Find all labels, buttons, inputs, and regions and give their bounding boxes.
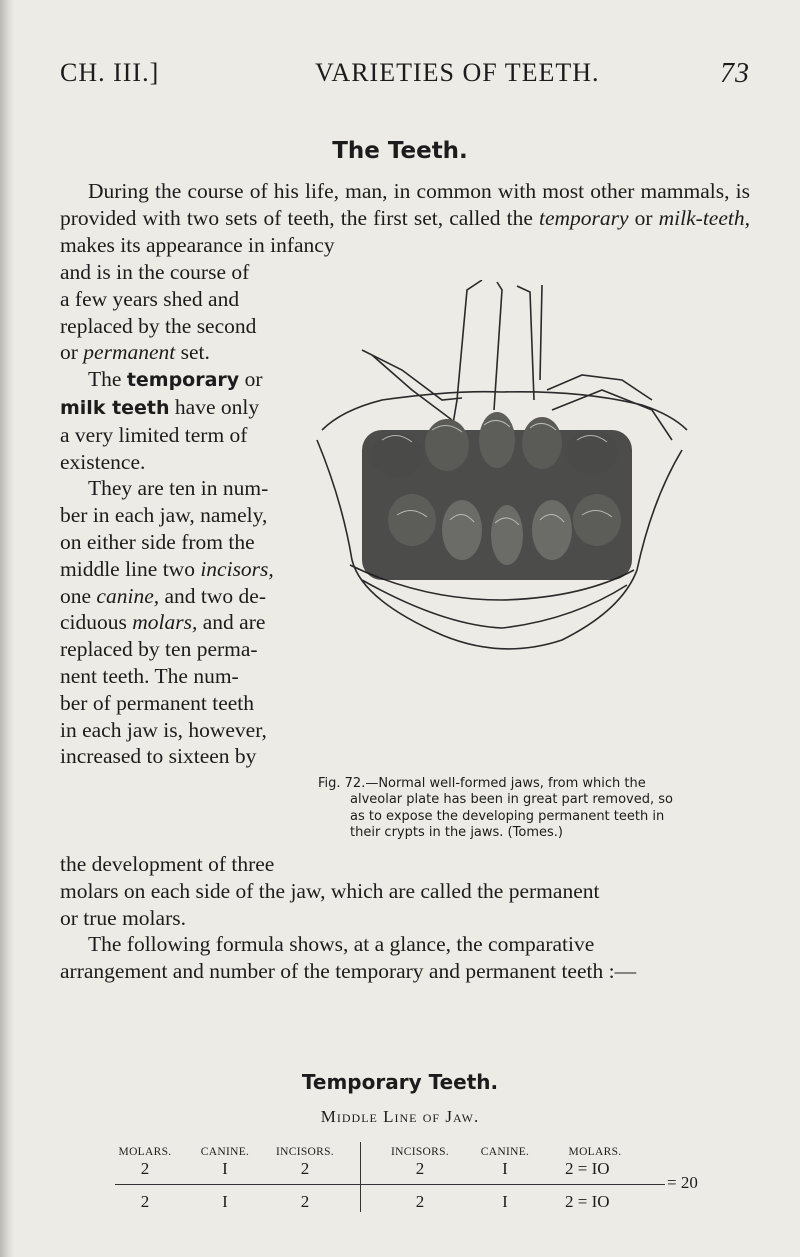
running-title: VARIETIES OF TEETH. bbox=[315, 58, 600, 87]
temp-fraction-rule bbox=[115, 1184, 665, 1185]
temp-lower-value: 2 bbox=[140, 1192, 150, 1211]
temp-upper-molars-sum: 2 = IO bbox=[565, 1159, 610, 1178]
temp-upper-value: 2 bbox=[140, 1159, 150, 1178]
paragraph-intro: During the course of his life, man, in common with most other mammals, is provided with two sets of teeth, the first set, called the temporary or milk-teeth, makes its appearance in infancy bbox=[60, 179, 750, 257]
jaw-illustration bbox=[302, 280, 692, 660]
temp-lower-value: I bbox=[222, 1192, 228, 1211]
section-title: The Teeth. bbox=[332, 138, 468, 164]
bold-milk-teeth: milk teeth bbox=[60, 396, 170, 419]
temp-lower-value: I bbox=[502, 1192, 508, 1211]
temporary-teeth-title: Temporary Teeth. bbox=[301, 1070, 499, 1094]
temp-col-canine-left: CANINE. bbox=[200, 1146, 250, 1158]
temp-col-molars-right: MOLARS. bbox=[568, 1146, 622, 1158]
chapter-label: CH. III.] bbox=[60, 58, 160, 87]
temp-col-molars-left: MOLARS. bbox=[118, 1146, 172, 1158]
bold-temporary: temporary bbox=[126, 369, 240, 392]
temp-col-incisors-left: INCISORS. bbox=[276, 1146, 334, 1158]
temp-lower-value: 2 bbox=[300, 1192, 310, 1211]
temp-upper-value: 2 bbox=[300, 1159, 310, 1178]
temp-total: = 20 bbox=[667, 1173, 698, 1192]
page-binding-shadow bbox=[0, 0, 14, 1257]
term-temporary: temporary bbox=[538, 205, 629, 230]
temp-upper-value: I bbox=[222, 1159, 228, 1178]
temp-upper-value: I bbox=[502, 1159, 508, 1178]
wrapped-text-column: and is in the course of a few years shed and replaced by the second or permanent set. The temporary or milk teeth have only a very limited term of existence. They are ten in num- ber in each jaw, namely, on either side from the middle line two incisors, one canine, and two de- ciduous molars, and are replaced by ten perma- nent teeth. The num- ber of permanent teeth in each jaw is, however, increased to sixteen by bbox=[60, 260, 274, 769]
term-permanent: permanent bbox=[83, 340, 176, 365]
temp-middle-line-divider bbox=[360, 1142, 361, 1212]
page-number: 73 bbox=[720, 58, 750, 89]
temporary-middle-line-label: Middle Line of Jaw. bbox=[320, 1107, 480, 1126]
temp-upper-value: 2 bbox=[415, 1159, 425, 1178]
running-header bbox=[60, 58, 750, 92]
paragraph-continuation: the development of three molars on each side of the jaw, which are called the permanent or true molars. The following formula shows, at a glance, the comparative arrangement and number of the temporary and permanent teeth :— bbox=[60, 852, 637, 984]
temp-lower-value: 2 bbox=[415, 1192, 425, 1211]
temp-lower-molars-sum: 2 = IO bbox=[565, 1192, 610, 1211]
term-milk-teeth: milk-teeth, bbox=[658, 205, 750, 230]
figure-caption: Fig. 72.—Normal well-formed jaws, from which the alveolar plate has been in great part removed, so as to expose the developing permanent teeth in their crypts in the jaws. (Tomes.) bbox=[318, 776, 673, 840]
temp-col-incisors-right: INCISORS. bbox=[391, 1146, 449, 1158]
temp-col-canine-right: CANINE. bbox=[480, 1146, 530, 1158]
